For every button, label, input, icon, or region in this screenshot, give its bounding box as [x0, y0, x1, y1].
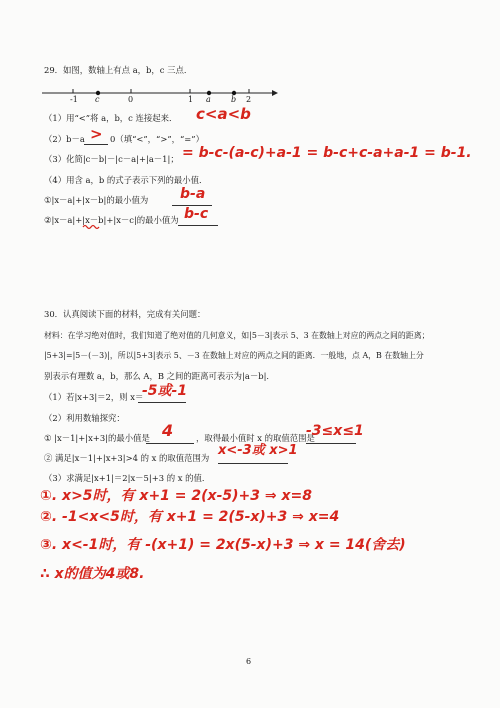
q29-part4: （4）用含 a，b 的式子表示下列的最小值． — [44, 175, 208, 185]
q29-part1: （1）用“<”将 a，b，c 连接起来． — [44, 113, 178, 123]
q29-part4-2: ②|x－a|+|x－b|+|x－c|的最小值为 — [44, 215, 179, 225]
q30-material-line1: 材料：在学习绝对值时，我们知道了绝对值的几何意义，如|5－3|表示 5、3 在数轴上对应的两点之间的距离； — [44, 331, 430, 340]
q30-part2-1b: ，取得最小值时 x 的取值范围是 — [196, 433, 315, 443]
q30-part2-1-answer-b: -3≤x≤1 — [306, 423, 364, 439]
q30-part1: （1）若|x+3|＝2，则 x＝ — [44, 392, 144, 402]
axis-label-a: a — [206, 95, 211, 104]
q30-solution-conclusion: ∴ x的值为4或8. — [40, 566, 145, 582]
q29-part2-answer: > — [90, 125, 103, 143]
q30-part2-1-answer-a: 4 — [162, 421, 174, 440]
q30-part1-answer: -5或-1 — [142, 383, 188, 399]
q29-part4-2-answer: b-c — [184, 206, 209, 222]
q30-part2-2-answer: x<-3或 x>1 — [218, 443, 298, 458]
page-number: 6 — [246, 657, 252, 666]
q30-part2-1a: ① |x－1|+|x+3|的最小值是 — [44, 433, 150, 443]
q30-solution-line1: ①. x>5时，有 x+1 = 2(x-5)+3 ⇒ x=8 — [40, 488, 312, 504]
q30-part2: （2）利用数轴探究： — [44, 413, 125, 423]
q29-part3: （3）化简|c－b|－|c－a|+|a－1|； — [44, 154, 179, 164]
q29-stem: 29．如图，数轴上有点 a，b，c 三点． — [44, 65, 193, 75]
q29-part4-1: ①|x－a|+|x－b|的最小值为 — [44, 195, 149, 205]
q29-part4-1-answer: b-a — [180, 186, 206, 202]
axis-label-minus-one: -1 — [70, 95, 78, 104]
q29-part2-prefix: （2）b－a — [44, 134, 85, 144]
q30-solution-line3: ③. x<-1时，有 -(x+1) = 2x(5-x)+3 ⇒ x = 14(舍去) — [40, 537, 406, 553]
q30-material-line3: 别表示有理数 a，b，那么 A，B 之间的距离可表示为|a－b|． — [44, 371, 275, 381]
axis-label-b: b — [231, 95, 237, 104]
q30-solution-line2: ②. -1<x<5时，有 x+1 = 2(5-x)+3 ⇒ x=4 — [40, 509, 340, 525]
q30-part2-2: ② 满足|x－1|+|x+3|>4 的 x 的取值范围为 — [44, 453, 210, 463]
axis-label-one: 1 — [188, 95, 194, 104]
axis-label-c: c — [95, 95, 100, 104]
q30-stem: 30．认真阅读下面的材料，完成有关问题： — [44, 309, 206, 319]
q30-part3: （3）求满足|x+1|＝2|x－5|+3 的 x 的值． — [44, 473, 211, 483]
q29-part2-suffix: 0（填“<”，“>”，“=”） — [110, 134, 204, 144]
q29-part3-answer: = b-c-(a-c)+a-1 = b-c+c-a+a-1 = b-1. — [182, 145, 472, 161]
q30-material-line2: |5+3|=|5－(－3)|，所以|5+3|表示 5、－3 在数轴上对应的两点之间的距离．一般地，点 A，B 在数轴上分 — [44, 351, 424, 360]
axis-label-two: 2 — [246, 95, 252, 104]
q29-part1-answer: c<a<b — [196, 105, 251, 123]
axis-label-zero: 0 — [128, 95, 134, 104]
